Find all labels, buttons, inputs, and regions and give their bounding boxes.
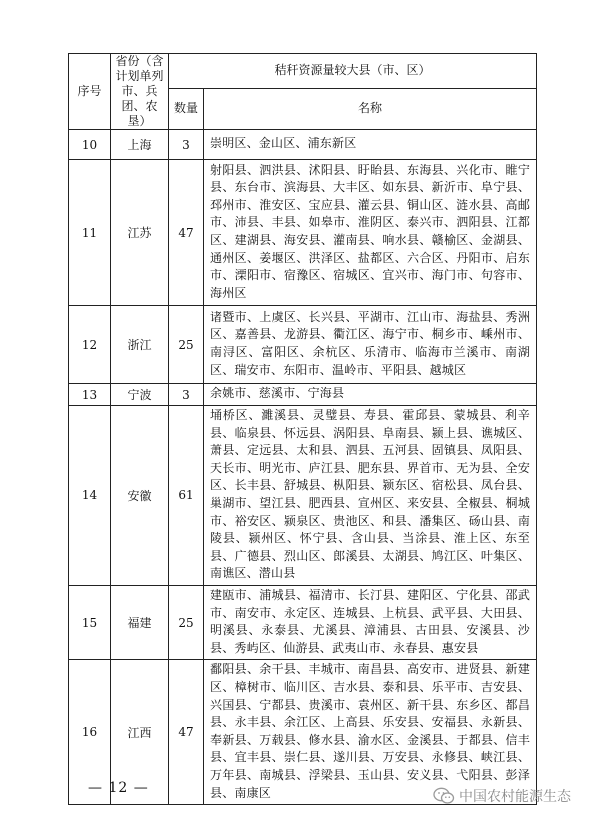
- row-province: 江苏: [111, 160, 169, 306]
- header-province: 省份（含计划单列市、兵团、农垦）: [111, 54, 169, 130]
- table-row: [69, 406, 537, 586]
- row-province: 宁波: [111, 384, 169, 406]
- row-province: 浙江: [111, 306, 169, 384]
- header-seq: 序号: [69, 54, 111, 130]
- header-count: 数量: [169, 88, 204, 129]
- row-count: 61: [169, 406, 204, 586]
- table-row: [69, 585, 537, 659]
- table-row: [69, 384, 537, 406]
- row-count: 25: [169, 585, 204, 659]
- row-seq: 15: [69, 585, 111, 659]
- row-names: 埇桥区、濉溪县、灵璧县、寿县、霍邱县、蒙城县、利辛县、临泉县、怀远县、涡阳县、阜南县、颍上县、谯城区、萧县、定远县、太和县、泗县、五河县、固镇县、凤阳县、天长市、明光市、庐江县、肥东县、界首市、无为县、全安区、长丰县、舒城县、枞阳县、颍东区、宿松县、凤台县、巢湖市、望江县、肥西县、宣州区、来安县、全椒县、桐城市、裕安区、颍泉区、贵池区、和县、潘集区、砀山县、南陵县、颍州区、怀宁县、含山县、当涂县、淮上区、东至县、广德县、烈山区、郎溪县、太湖县、鸠江区、叶集区、南谯区、潜山县: [204, 406, 537, 586]
- page-number: — 12 —: [88, 780, 149, 796]
- row-count: 47: [169, 160, 204, 306]
- row-names: 诸暨市、上虞区、长兴县、平湖市、江山市、海盐县、秀洲区、嘉善县、龙游县、衢江区、海宁市、桐乡市、嵊州市、南浔区、富阳区、余杭区、乐清市、临海市兰溪市、南湖区、瑞安市、东阳市、温岭市、平阳县、越城区: [204, 306, 537, 384]
- wechat-icon: [433, 787, 455, 805]
- watermark-text: 中国农村能源生态: [459, 789, 571, 805]
- table-row: [69, 160, 537, 306]
- header-group: 秸秆资源量较大县（市、区）: [169, 54, 537, 89]
- row-names: 余姚市、慈溪市、宁海县: [204, 384, 537, 406]
- row-names: 建瓯市、浦城县、福清市、长汀县、建阳区、宁化县、邵武市、南安市、永定区、连城县、上杭县、武平县、大田县、明溪县、永泰县、尤溪县、漳浦县、古田县、安溪县、沙县、秀屿区、仙游县、武夷山市、永春县、惠安县: [204, 585, 537, 659]
- row-seq: 16: [69, 660, 111, 805]
- row-province: 福建: [111, 585, 169, 659]
- row-province: 安徽: [111, 406, 169, 586]
- row-province: 江西: [111, 660, 169, 805]
- row-seq: 12: [69, 306, 111, 384]
- row-seq: 14: [69, 406, 111, 586]
- row-names: 鄱阳县、余干县、丰城市、南昌县、高安市、进贤县、新建区、樟树市、临川区、吉水县、泰和县、乐平市、吉安县、兴国县、宁都县、贵溪市、袁州区、新干县、东乡区、都昌县、永丰县、余江区、上高县、乐安县、安福县、永新县、奉新县、万载县、修水县、渝水区、金溪县、于都县、信丰县、宜丰县、崇仁县、遂川县、万安县、永修县、峡江县、万年县、南城县、浮梁县、玉山县、安义县、弋阳县、彭泽县、南康区: [204, 660, 537, 805]
- row-seq: 10: [69, 130, 111, 160]
- watermark: [433, 786, 571, 806]
- row-seq: 11: [69, 160, 111, 306]
- row-count: 25: [169, 306, 204, 384]
- row-seq: 13: [69, 384, 111, 406]
- row-count: 47: [169, 660, 204, 805]
- header-names: 名称: [204, 88, 537, 129]
- table-row: [69, 130, 537, 160]
- row-names: 崇明区、金山区、浦东新区: [204, 130, 537, 160]
- row-names: 射阳县、泗洪县、沭阳县、盱眙县、东海县、兴化市、睢宁县、东台市、滨海县、大丰区、如东县、新沂市、阜宁县、邳州市、淮安区、宝应县、灌云县、铜山区、涟水县、高邮市、沛县、丰县、如皋市、淮阴区、泰兴市、泗阳县、江都区、建湖县、海安县、灌南县、响水县、赣榆区、金湖县、通州区、姜堰区、洪泽区、盐都区、六合区、丹阳市、启东市、溧阳市、宿豫区、宿城区、宜兴市、海门市、句容市、海州区: [204, 160, 537, 306]
- row-count: 3: [169, 130, 204, 160]
- row-province: 上海: [111, 130, 169, 160]
- table-row: [69, 306, 537, 384]
- county-table: [68, 53, 537, 805]
- row-count: 3: [169, 384, 204, 406]
